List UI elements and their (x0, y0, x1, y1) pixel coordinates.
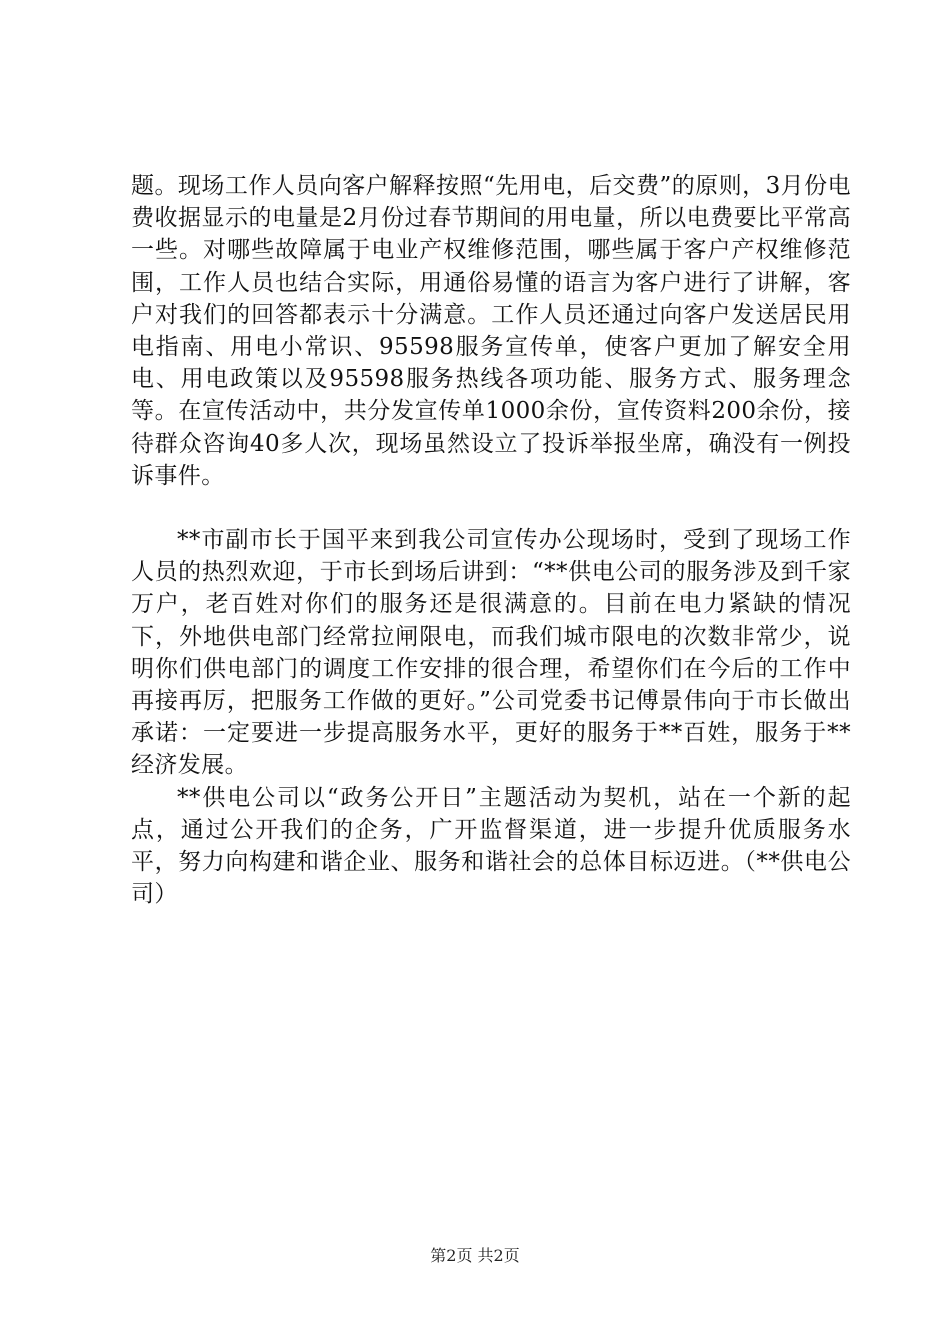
document-body (131, 170, 851, 910)
paragraph-continuation: 题。现场工作人员向客户解释按照“先用电，后交费”的原则，3月份电费收据显示的电量是2月份过春节期间的用电量，所以电费要比平常高一些。对哪些故障属于电业产权维修范围，哪些属于客户产权维修范围，工作人员也结合实际，用通俗易懂的语言为客户进行了讲解，客户对我们的回答都表示十分满意。工作人员还通过向客户发送居民用电指南、用电小常识、95598服务宣传单，使客户更加了解安全用电、用电政策以及95598服务热线各项功能、服务方式、服务理念等。在宣传活动中，共分发宣传单1000余份，宣传资料200余份，接待群众咨询40多人次，现场虽然设立了投诉举报坐席，确没有一例投诉事件。 (131, 173, 851, 489)
page-footer: 第2页 共2页 (430, 1246, 520, 1265)
paragraph-conclusion: **供电公司以“政务公开日”主题活动为契机，站在一个新的起点，通过公开我们的企务，广开监督渠道，进一步提升优质服务水平，努力向构建和谐企业、服务和谐社会的总体目标迈进。（**供电公司） (131, 784, 851, 908)
paragraph-vice-mayor-visit: **市副市长于国平来到我公司宣传办公现场时，受到了现场工作人员的热烈欢迎，于市长到场后讲到：“**供电公司的服务涉及到千家万户，老百姓对你们的服务还是很满意的。目前在电力紧缺的情况下，外地供电部门经常拉闸限电，而我们城市限电的次数非常少，说明你们供电部门的调度工作安排的很合理，希望你们在今后的工作中再接再厉，把服务工作做的更好。”公司党委书记傅景伟向于市长做出承诺：一定要进一步提高服务水平，更好的服务于**百姓，服务于**经济发展。 (131, 527, 851, 779)
